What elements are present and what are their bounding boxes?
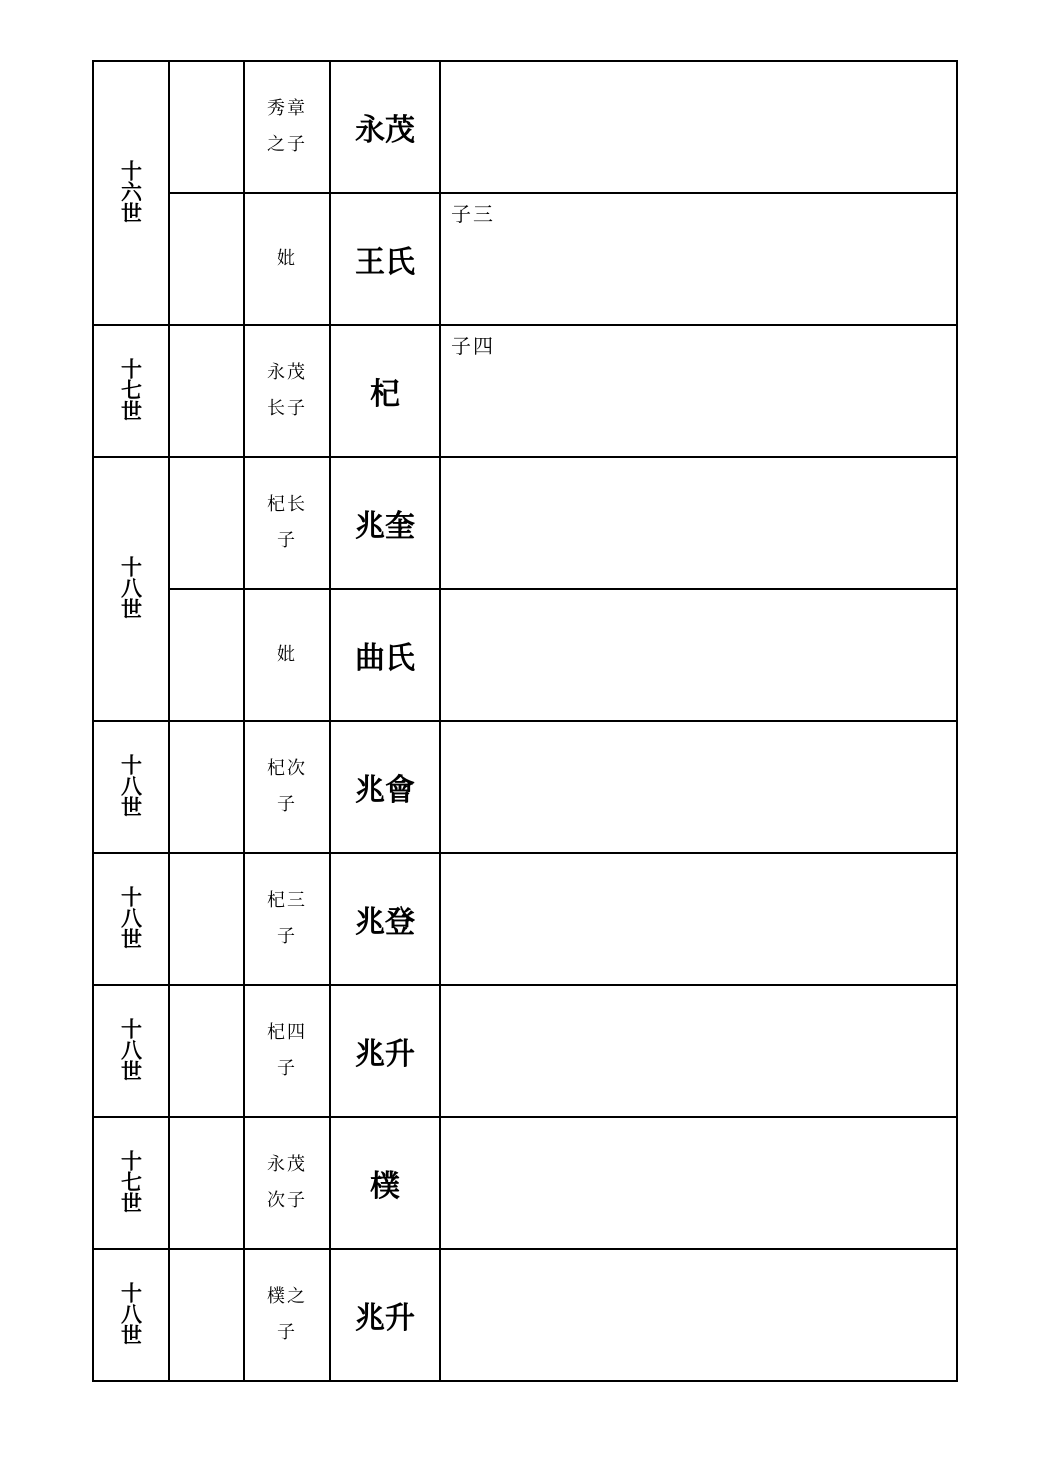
generation-label: 十七世 bbox=[118, 1149, 144, 1213]
table-row bbox=[93, 721, 957, 853]
note-cell bbox=[440, 1249, 957, 1381]
relation-cell bbox=[244, 1117, 330, 1249]
generation-cell bbox=[93, 985, 169, 1117]
relation-label: 杞长子 bbox=[267, 494, 307, 551]
empty-cell bbox=[169, 853, 244, 985]
person-name: 杞 bbox=[330, 325, 440, 457]
person-name: 兆登 bbox=[330, 853, 440, 985]
relation-cell bbox=[244, 457, 330, 589]
empty-cell bbox=[169, 1117, 244, 1249]
empty-cell bbox=[169, 1249, 244, 1381]
table-row bbox=[93, 61, 957, 193]
person-name: 兆升 bbox=[330, 1249, 440, 1381]
note-cell bbox=[440, 721, 957, 853]
empty-cell bbox=[169, 193, 244, 325]
generation-label: 十八世 bbox=[118, 753, 144, 817]
relation-cell bbox=[244, 61, 330, 193]
relation-label: 妣 bbox=[277, 248, 297, 269]
note-cell bbox=[440, 985, 957, 1117]
person-name: 曲氏 bbox=[330, 589, 440, 721]
generation-cell bbox=[93, 325, 169, 457]
empty-cell bbox=[169, 61, 244, 193]
relation-cell bbox=[244, 985, 330, 1117]
note-cell bbox=[440, 457, 957, 589]
relation-label: 杞四子 bbox=[267, 1022, 307, 1079]
note-cell bbox=[440, 853, 957, 985]
genealogy-table bbox=[92, 60, 958, 1382]
relation-label: 杞三子 bbox=[267, 890, 307, 947]
relation-label: 永茂次子 bbox=[267, 1154, 307, 1211]
relation-label: 永茂长子 bbox=[267, 362, 307, 419]
generation-label: 十八世 bbox=[118, 555, 144, 619]
note-cell bbox=[440, 61, 957, 193]
table-row bbox=[93, 325, 957, 457]
person-name: 兆升 bbox=[330, 985, 440, 1117]
person-name: 永茂 bbox=[330, 61, 440, 193]
relation-label: 妣 bbox=[277, 644, 297, 665]
generation-cell bbox=[93, 1249, 169, 1381]
generation-label: 十六世 bbox=[118, 159, 144, 223]
note-cell: 子三 bbox=[440, 193, 957, 325]
generation-cell bbox=[93, 61, 169, 325]
table-row bbox=[93, 589, 957, 721]
note-cell bbox=[440, 1117, 957, 1249]
note-cell bbox=[440, 589, 957, 721]
empty-cell bbox=[169, 589, 244, 721]
generation-label: 十八世 bbox=[118, 1017, 144, 1081]
relation-label: 杞次子 bbox=[267, 758, 307, 815]
relation-cell bbox=[244, 325, 330, 457]
table-row bbox=[93, 457, 957, 589]
generation-label: 十八世 bbox=[118, 1281, 144, 1345]
generation-cell bbox=[93, 721, 169, 853]
empty-cell bbox=[169, 457, 244, 589]
relation-cell bbox=[244, 193, 330, 325]
empty-cell bbox=[169, 985, 244, 1117]
empty-cell bbox=[169, 325, 244, 457]
relation-cell bbox=[244, 721, 330, 853]
table-row bbox=[93, 985, 957, 1117]
generation-label: 十七世 bbox=[118, 357, 144, 421]
table-row bbox=[93, 1117, 957, 1249]
relation-cell bbox=[244, 853, 330, 985]
person-name: 樸 bbox=[330, 1117, 440, 1249]
generation-cell bbox=[93, 457, 169, 721]
note-cell: 子四 bbox=[440, 325, 957, 457]
person-name: 兆奎 bbox=[330, 457, 440, 589]
relation-label: 樸之子 bbox=[267, 1286, 307, 1343]
person-name: 兆會 bbox=[330, 721, 440, 853]
relation-label: 秀章之子 bbox=[267, 98, 307, 155]
empty-cell bbox=[169, 721, 244, 853]
table-row bbox=[93, 1249, 957, 1381]
relation-cell bbox=[244, 589, 330, 721]
relation-cell bbox=[244, 1249, 330, 1381]
generation-cell bbox=[93, 1117, 169, 1249]
person-name: 王氏 bbox=[330, 193, 440, 325]
generation-label: 十八世 bbox=[118, 885, 144, 949]
table-row bbox=[93, 853, 957, 985]
table-row bbox=[93, 193, 957, 325]
generation-cell bbox=[93, 853, 169, 985]
